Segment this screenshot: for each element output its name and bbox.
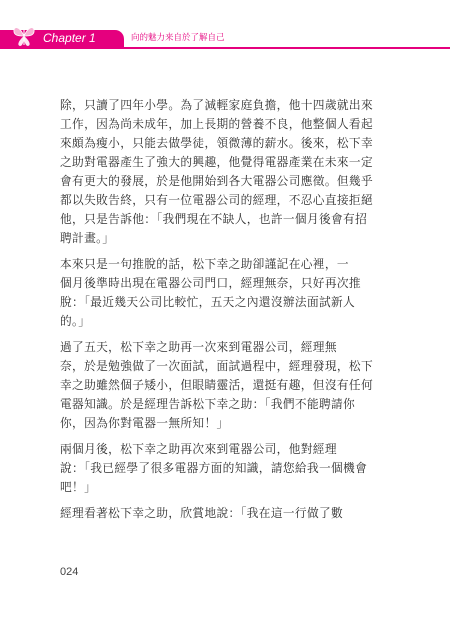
- text-line: 脫：「最近幾天公司比較忙，五天之內還沒辦法面試新人: [60, 295, 356, 309]
- chapter-header: [0, 0, 450, 54]
- paragraph-gap: [60, 433, 400, 440]
- text-line: 過了五天，松下幸之助再一次來到電器公司，經理無: [60, 340, 337, 354]
- page-number: 024: [60, 566, 79, 578]
- text-line: 奈，於是勉強做了一次面試，面試過程中，經理發現，松下: [60, 359, 373, 373]
- paragraph: [60, 504, 400, 523]
- paragraph: [60, 338, 400, 433]
- text-line: 電器知識。於是經理告訴松下幸之助：「我們不能聘請你: [60, 397, 356, 411]
- paragraph: [60, 255, 400, 331]
- chapter-title: 向的魅力来自於了解自己: [131, 33, 225, 43]
- text-line: 他，只是告訴他：「我們現在不缺人，也許一個月後會有招: [60, 212, 368, 226]
- text-line: 之助對電器產生了強大的興趣，他覺得電器產業在未來一定: [60, 155, 373, 169]
- paragraph-gap: [60, 248, 400, 255]
- text-line: 工作，因為尚未成年，加上長期的營養不良，他整個人看起: [60, 117, 373, 131]
- text-line: 經理看著松下幸之助，欣賞地說：「我在這一行做了數: [60, 506, 344, 520]
- text-line: 幸之助雖然個子矮小，但眼睛靈活，還挺有趣，但沒有任何: [60, 378, 373, 392]
- paragraph-gap: [60, 331, 400, 338]
- paragraph: [60, 96, 400, 248]
- text-line: 來頗為瘦小，只能去做學徒，領微薄的薪水。後來，松下幸: [60, 136, 373, 150]
- text-line: 個月後準時出現在電器公司門口，經理無奈，只好再次推: [60, 276, 361, 290]
- text-line: 的。」: [60, 314, 91, 328]
- paragraph-gap: [60, 497, 400, 504]
- text-line: 本來只是一句推脫的話，松下幸之助卻謹記在心裡，一: [60, 257, 349, 271]
- body-text: [60, 96, 400, 523]
- text-line: 會有更大的發展，於是他開始到各大電器公司應徵。但幾乎: [60, 174, 373, 188]
- text-line: 兩個月後，松下幸之助再次來到電器公司，他對經理: [60, 442, 337, 456]
- text-line: 吧！」: [60, 480, 97, 494]
- text-line: 聘計畫。」: [60, 231, 115, 245]
- paragraph: [60, 440, 400, 497]
- text-line: 你，因為你對電器一無所知！」: [60, 416, 229, 430]
- text-line: 都以失敗告終，只有一位電器公司的經理，不忍心直接拒絕: [60, 193, 373, 207]
- text-line: 除，只讀了四年小學。為了減輕家庭負擔，他十四歲就出來: [60, 98, 373, 112]
- butterfly-icon: [12, 23, 36, 49]
- text-line: 說：「我已經學了很多電器方面的知識，請您給我一個機會: [60, 461, 368, 475]
- chapter-label: Chapter 1: [43, 31, 96, 45]
- header-rule: [0, 47, 450, 49]
